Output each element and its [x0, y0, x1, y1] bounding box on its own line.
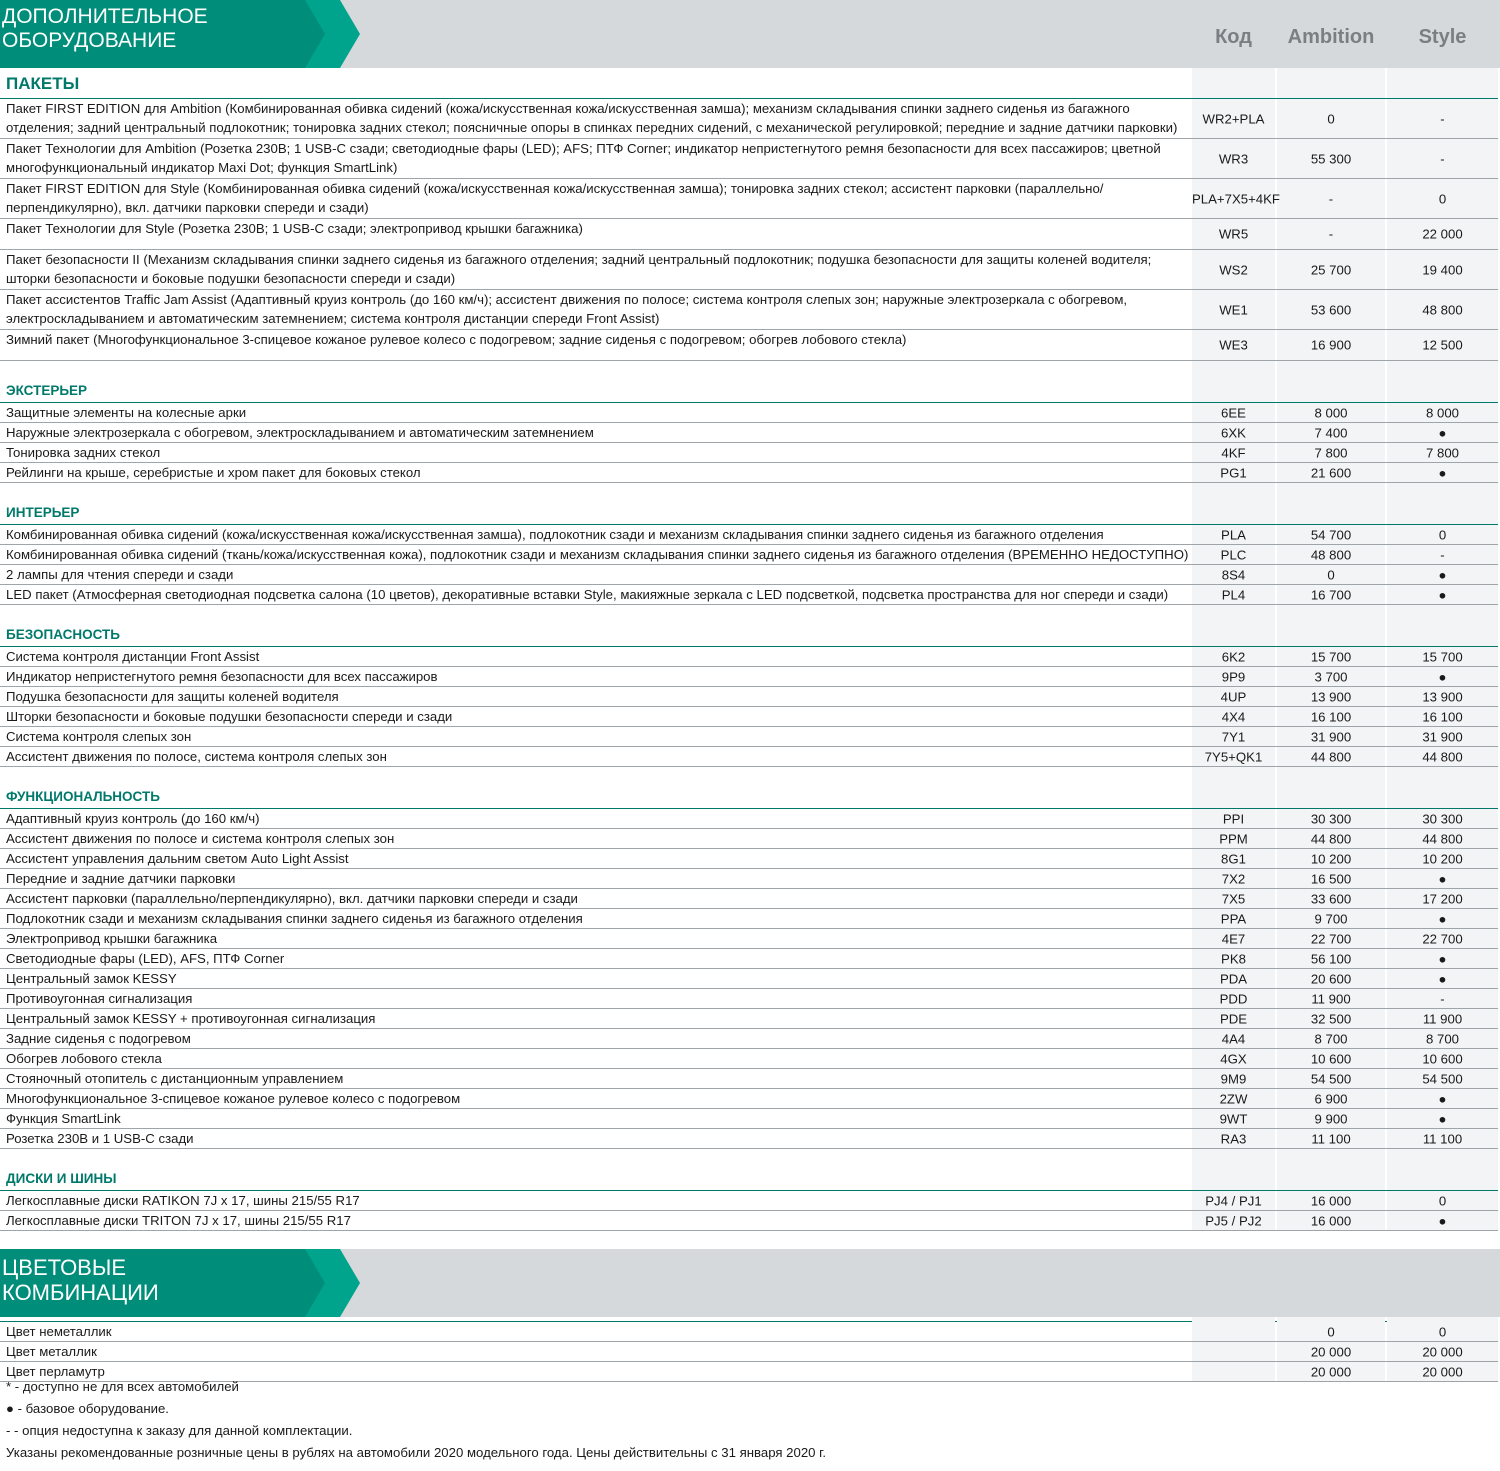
style-price: 11 100: [1422, 1131, 1463, 1146]
ambition-price: 0: [1327, 111, 1335, 126]
table-row: [0, 545, 1498, 565]
option-code: 6XK: [1221, 425, 1246, 440]
option-description: Легкосплавные диски TRITON 7J x 17, шины 215/55 R17: [6, 1213, 351, 1228]
ambition-price: 21 600: [1310, 465, 1352, 480]
style-price: 8 000: [1425, 405, 1459, 420]
ambition-price: 3 700: [1314, 669, 1348, 684]
table-row: [0, 949, 1498, 969]
option-code: 4UP: [1220, 689, 1247, 704]
ambition-price: 54 700: [1310, 527, 1352, 542]
option-description: Обогрев лобового стекла: [6, 1051, 162, 1066]
option-description: Светодиодные фары (LED), AFS, ПТФ Corner: [6, 951, 285, 966]
colors-banner: [0, 1249, 1500, 1317]
table-row: [0, 829, 1498, 849]
table-row: [0, 1009, 1498, 1029]
style-price: 20 000: [1422, 1344, 1463, 1359]
ambition-price: 22 700: [1310, 931, 1352, 946]
option-code: PJ4 / PJ1: [1205, 1193, 1262, 1208]
option-description: Тонировка задних стекол: [6, 445, 161, 460]
ambition-price: 16 000: [1310, 1213, 1352, 1228]
footnotes: [6, 1376, 826, 1464]
ambition-price: 44 800: [1310, 831, 1352, 846]
option-description: Пакет ассистентов Traffic Jam Assist (Адаптивный круиз контроль (до 160 км/ч); ассистент движения по полосе; система контроля слепых зон; наружные электрозеркала с обогревом, электроскладыванием и автоматическим затемнением; система контроля дистанции спереди Front Assist): [6, 292, 1128, 326]
table-row: [0, 1049, 1498, 1069]
option-description: Пакет Технологии для Style (Розетка 230В; 1 USB-C сзади; электропривод крышки багажника): [6, 221, 583, 236]
style-price: ●: [1438, 951, 1447, 966]
table-row: [0, 1029, 1498, 1049]
option-code: PG1: [1220, 465, 1247, 480]
option-description: Центральный замок KESSY + противоугонная сигнализация: [6, 1011, 376, 1026]
ambition-price: -: [1328, 191, 1334, 206]
option-description: Защитные элементы на колесные арки: [6, 405, 247, 420]
section-title-packages: ПАКЕТЫ: [0, 68, 1498, 99]
table-row: [0, 1069, 1498, 1089]
option-description: Противоугонная сигнализация: [6, 991, 193, 1006]
section-title-interior: ИНТЕРЬЕР: [0, 483, 1498, 525]
style-price: ●: [1438, 465, 1447, 480]
style-price: 16 100: [1422, 709, 1463, 724]
style-price: 8 700: [1425, 1031, 1459, 1046]
style-price: 54 500: [1422, 1071, 1463, 1086]
ambition-price: 9 900: [1314, 1111, 1348, 1126]
option-description: Рейлинги на крыше, серебристые и хром пакет для боковых стекол: [6, 465, 421, 480]
option-code: RA3: [1220, 1131, 1247, 1146]
option-code: 4A4: [1221, 1031, 1246, 1046]
option-code: 4KF: [1221, 445, 1246, 460]
option-description: Пакет FIRST EDITION для Style (Комбинированная обивка сидений (кожа/искусственная кожа/искусственная замша); тонировка задних стекол; ассистент парковки (параллельно/перпендикулярно), вкл. датчики парковки спереди и сзади): [6, 181, 1104, 215]
style-price: ●: [1438, 567, 1447, 582]
option-description: Подлокотник сзади и механизм складывания спинки заднего сиденья из багажного отделения: [6, 911, 583, 926]
ambition-price: 6 900: [1314, 1091, 1348, 1106]
ambition-price: 8 000: [1314, 405, 1348, 420]
table-row: [0, 585, 1498, 605]
option-code: PK8: [1221, 951, 1246, 966]
option-description: Адаптивный круиз контроль (до 160 км/ч): [6, 811, 260, 826]
table-row: [0, 849, 1498, 869]
style-price: ●: [1438, 1091, 1447, 1106]
option-description: Электропривод крышки багажника: [6, 931, 218, 946]
footnote-availability: * - доступно не для всех автомобилей: [6, 1379, 239, 1394]
style-price: -: [1440, 991, 1445, 1006]
option-code: WE3: [1219, 337, 1248, 353]
ambition-price: 20 000: [1310, 1344, 1352, 1359]
ambition-price: 7 800: [1314, 445, 1348, 460]
option-description: Передние и задние датчики парковки: [6, 871, 236, 886]
style-price: 7 800: [1425, 445, 1459, 460]
option-code: 4GX: [1220, 1051, 1247, 1066]
option-description: Комбинированная обивка сидений (ткань/кожа/искусственная кожа), подлокотник сзади и механизм складывания спинки заднего сиденья из багажного отделения (ВРЕМЕННО НЕДОСТУПНО): [6, 547, 1189, 562]
option-code: WR3: [1218, 151, 1249, 166]
option-code: 7Y1: [1221, 729, 1246, 744]
style-price: 22 000: [1422, 226, 1463, 242]
functionality-rows: [0, 809, 1498, 1149]
section-title-safety: БЕЗОПАСНОСТЬ: [0, 605, 1498, 647]
table-row: [0, 969, 1498, 989]
table-row: [0, 290, 1498, 330]
ambition-price: 0: [1327, 1324, 1335, 1339]
option-code: 6EE: [1221, 405, 1246, 420]
option-code: 9WT: [1219, 1111, 1248, 1126]
option-code: 2ZW: [1219, 1091, 1248, 1106]
option-description: 2 лампы для чтения спереди и сзади: [6, 567, 234, 582]
style-price: ●: [1438, 669, 1447, 684]
option-code: PPA: [1220, 911, 1247, 926]
footnote-base-equipment: ● - базовое оборудование.: [6, 1401, 169, 1416]
footnote-prices: Указаны рекомендованные розничные цены в рублях на автомобили 2020 модельного года. Цены действительны с 31 января 2020 г.: [6, 1445, 827, 1460]
ambition-price: 33 600: [1310, 891, 1352, 906]
option-description: Индикатор непристегнутого ремня безопасности для всех пассажиров: [6, 669, 438, 684]
option-code: WS2: [1219, 262, 1248, 277]
table-row: [0, 219, 1498, 250]
column-header-ambition: Ambition: [1287, 26, 1375, 48]
option-code: 7X2: [1221, 871, 1246, 886]
table-row: [0, 667, 1498, 687]
ambition-price: 11 900: [1311, 991, 1351, 1006]
option-code: PL4: [1221, 587, 1246, 602]
option-code: PDD: [1219, 991, 1248, 1006]
option-description: Стояночный отопитель с дистанционным управлением: [6, 1071, 344, 1086]
style-price: 0: [1438, 1324, 1447, 1339]
style-price: ●: [1438, 587, 1447, 602]
style-price: 0: [1438, 191, 1447, 206]
ambition-price: 16 700: [1310, 587, 1352, 602]
table-row: [0, 179, 1498, 219]
option-description: Центральный замок KESSY: [6, 971, 177, 986]
ambition-price: 13 900: [1310, 689, 1352, 704]
style-price: -: [1440, 151, 1445, 166]
section-title-exterior: ЭКСТЕРЬЕР: [0, 361, 1498, 403]
option-description: Ассистент движения по полосе и система контроля слепых зон: [6, 831, 395, 846]
style-price: 48 800: [1422, 302, 1463, 317]
column-header-style: Style: [1418, 26, 1467, 48]
equipment-table: [0, 68, 1498, 1231]
option-description: Пакет Технологии для Ambition (Розетка 230В; 1 USB-C сзади; светодиодные фары (LED); AFS; ПТФ Corner; индикатор непристегнутого ремня безопасности для всех пассажиров; цветной многофункциональный индикатор Maxi Dot; функция SmartLink): [6, 141, 1161, 175]
table-row: [0, 929, 1498, 949]
ambition-price: 16 000: [1310, 1193, 1352, 1208]
option-code: 6K2: [1221, 649, 1246, 664]
option-description: Система контроля слепых зон: [6, 729, 192, 744]
style-price: 44 800: [1422, 749, 1463, 764]
option-description: Легкосплавные диски RATIKON 7J x 17, шины 215/55 R17: [6, 1193, 360, 1208]
option-description: Подушка безопасности для защиты коленей водителя: [6, 689, 339, 704]
footnote-unavailable: - - опция недоступна к заказу для данной комплектации.: [6, 1423, 353, 1438]
option-description: Зимний пакет (Многофункциональное 3-спицевое кожаное рулевое колесо с подогревом; задние сиденья с подогревом; обогрев лобового стекла): [6, 332, 907, 347]
table-row: [0, 525, 1498, 545]
table-row: [0, 909, 1498, 929]
option-code: 9M9: [1220, 1071, 1247, 1086]
wheels-rows: [0, 1191, 1498, 1231]
table-row: [0, 727, 1498, 747]
table-row: [0, 330, 1498, 361]
style-price: -: [1440, 547, 1445, 562]
style-price: ●: [1438, 1213, 1447, 1228]
style-price: ●: [1438, 911, 1447, 926]
option-code: WR5: [1218, 226, 1249, 242]
safety-rows: [0, 647, 1498, 767]
option-code: 7Y5+QK1: [1204, 749, 1263, 764]
table-row: [0, 747, 1498, 767]
option-description: Цвет металлик: [6, 1344, 97, 1359]
style-price: ●: [1438, 1111, 1447, 1126]
interior-rows: [0, 525, 1498, 605]
ambition-price: 16 100: [1310, 709, 1352, 724]
table-row: [0, 463, 1498, 483]
style-price: 10 200: [1422, 851, 1463, 866]
ambition-price: 15 700: [1310, 649, 1352, 664]
style-price: 31 900: [1422, 729, 1463, 744]
option-code: 4X4: [1221, 709, 1246, 724]
table-row: [0, 443, 1498, 463]
option-description: Цвет перламутр: [6, 1364, 105, 1379]
ambition-price: 7 400: [1314, 425, 1348, 440]
option-description: Ассистент управления дальним светом Auto Light Assist: [6, 851, 349, 866]
style-price: 17 200: [1422, 891, 1463, 906]
ambition-price: 9 700: [1314, 911, 1348, 926]
style-price: 10 600: [1422, 1051, 1463, 1066]
table-row: [0, 1109, 1498, 1129]
option-code: 8G1: [1221, 851, 1246, 866]
ambition-price: 48 800: [1310, 547, 1352, 562]
style-price: ●: [1438, 425, 1447, 440]
style-price: 13 900: [1422, 689, 1463, 704]
style-price: 11 900: [1422, 1011, 1463, 1026]
colors-table: [0, 1317, 1498, 1382]
option-description: Розетка 230В и 1 USB-C сзади: [6, 1131, 194, 1146]
table-row: [0, 1191, 1498, 1211]
table-row: [0, 989, 1498, 1009]
ambition-price: 30 300: [1310, 811, 1352, 826]
ambition-price: 16 500: [1310, 871, 1352, 886]
option-description: Пакет FIRST EDITION для Ambition (Комбинированная обивка сидений (кожа/искусственная кожа/искусственная замша); механизм складывания спинки заднего сиденья из багажного отделения; задний центральный подлокотник; тонировка задних стекол; поясничные опоры в спинках передних сидений, с механической регулировкой; передние и задние датчики парковки): [6, 101, 1178, 135]
column-header-code: Код: [1215, 26, 1252, 48]
ambition-price: 16 900: [1310, 337, 1352, 353]
table-row: [0, 423, 1498, 443]
ambition-price: 32 500: [1310, 1011, 1352, 1026]
section-title-wheels: ДИСКИ И ШИНЫ: [0, 1149, 1498, 1191]
ambition-price: -: [1328, 226, 1334, 242]
colors-banner-title: ЦВЕТОВЫЕ КОМБИНАЦИИ: [2, 1255, 159, 1305]
table-row: [0, 1342, 1498, 1362]
option-code: PPM: [1219, 831, 1248, 846]
exterior-rows: [0, 403, 1498, 483]
option-description: Многофункциональное 3-спицевое кожаное рулевое колесо с подогревом: [6, 1091, 461, 1106]
table-row: [0, 403, 1498, 423]
option-description: Пакет безопасности II (Механизм складывания спинки заднего сиденья из багажного отделения; задний центральный подлокотник; подушка безопасности для защиты коленей водителя; шторки безопасности и боковые подушки безопасности спереди и сзади): [6, 252, 1152, 286]
table-row: [0, 687, 1498, 707]
option-code: 4E7: [1221, 931, 1246, 946]
option-code: 8S4: [1221, 567, 1246, 582]
ambition-price: 10 600: [1310, 1051, 1352, 1066]
table-row: [0, 250, 1498, 290]
ambition-price: 20 000: [1310, 1364, 1352, 1379]
option-code: PPI: [1222, 811, 1245, 826]
option-code: PLA: [1221, 527, 1246, 542]
table-row: [0, 647, 1498, 667]
option-description: Задние сиденья с подогревом: [6, 1031, 191, 1046]
table-row: [0, 1129, 1498, 1149]
ambition-price: 56 100: [1310, 951, 1352, 966]
style-price: 12 500: [1422, 337, 1463, 353]
table-row: [0, 99, 1498, 139]
option-description: Система контроля дистанции Front Assist: [6, 649, 260, 664]
style-price: ●: [1438, 871, 1447, 886]
style-price: 30 300: [1422, 811, 1463, 826]
style-price: 44 800: [1422, 831, 1463, 846]
style-price: 22 700: [1422, 931, 1463, 946]
ambition-price: 54 500: [1310, 1071, 1352, 1086]
table-row: [0, 869, 1498, 889]
option-code: WE1: [1219, 302, 1248, 317]
packages-rows: [0, 99, 1498, 361]
section-title-functionality: ФУНКЦИОНАЛЬНОСТЬ: [0, 767, 1498, 809]
ambition-price: 25 700: [1310, 262, 1352, 277]
style-price: 19 400: [1422, 262, 1463, 277]
table-row: [0, 1322, 1498, 1342]
option-code: PDE: [1219, 1011, 1248, 1026]
table-row: [0, 1211, 1498, 1231]
option-code: PLC: [1220, 547, 1247, 562]
table-row: [0, 565, 1498, 585]
option-description: Ассистент движения по полосе, система контроля слепых зон: [6, 749, 387, 764]
ambition-price: 8 700: [1314, 1031, 1348, 1046]
style-price: 20 000: [1422, 1364, 1463, 1379]
option-code: PJ5 / PJ2: [1205, 1213, 1262, 1228]
table-row: [0, 889, 1498, 909]
option-code: PDA: [1219, 971, 1248, 986]
ambition-price: 11 100: [1311, 1131, 1351, 1146]
ambition-price: 55 300: [1310, 151, 1352, 166]
colors-rows: [0, 1322, 1498, 1382]
option-code: 7X5: [1221, 891, 1246, 906]
style-price: 0: [1438, 527, 1447, 542]
option-description: Ассистент парковки (параллельно/перпендикулярно), вкл. датчики парковки спереди и сзади: [6, 891, 578, 906]
option-code: WR2+PLA: [1202, 111, 1265, 126]
option-description: Шторки безопасности и боковые подушки безопасности спереди и сзади: [6, 709, 453, 724]
option-description: Функция SmartLink: [6, 1111, 121, 1126]
option-code: 9P9: [1221, 669, 1246, 684]
style-price: ●: [1438, 971, 1447, 986]
option-code: PLA+7X5+4KF: [1192, 191, 1280, 206]
style-price: -: [1440, 111, 1445, 126]
ambition-price: 20 600: [1310, 971, 1352, 986]
ambition-price: 53 600: [1310, 302, 1352, 317]
equipment-banner: [0, 0, 1500, 68]
table-row: [0, 139, 1498, 179]
ambition-price: 44 800: [1310, 749, 1352, 764]
option-description: Цвет неметаллик: [6, 1324, 112, 1339]
style-price: 15 700: [1422, 649, 1463, 664]
table-row: [0, 809, 1498, 829]
style-price: 0: [1438, 1193, 1447, 1208]
ambition-price: 0: [1327, 567, 1335, 582]
table-row: [0, 707, 1498, 727]
table-row: [0, 1089, 1498, 1109]
ambition-price: 31 900: [1310, 729, 1352, 744]
option-description: LED пакет (Атмосферная светодиодная подсветка салона (10 цветов), декоративные вставки Style, макияжные зеркала с LED подсветкой, подсветка пространства для ног спереди и сзади): [6, 587, 1169, 602]
option-description: Комбинированная обивка сидений (кожа/искусственная кожа/искусственная замша), подлокотник сзади и механизм складывания спинки заднего сиденья из багажного отделения: [6, 527, 1104, 542]
ambition-price: 10 200: [1310, 851, 1352, 866]
option-description: Наружные электрозеркала с обогревом, электроскладыванием и автоматическим затемнением: [6, 425, 594, 440]
banner-title: ДОПОЛНИТЕЛЬНОЕ ОБОРУДОВАНИЕ: [2, 5, 208, 52]
